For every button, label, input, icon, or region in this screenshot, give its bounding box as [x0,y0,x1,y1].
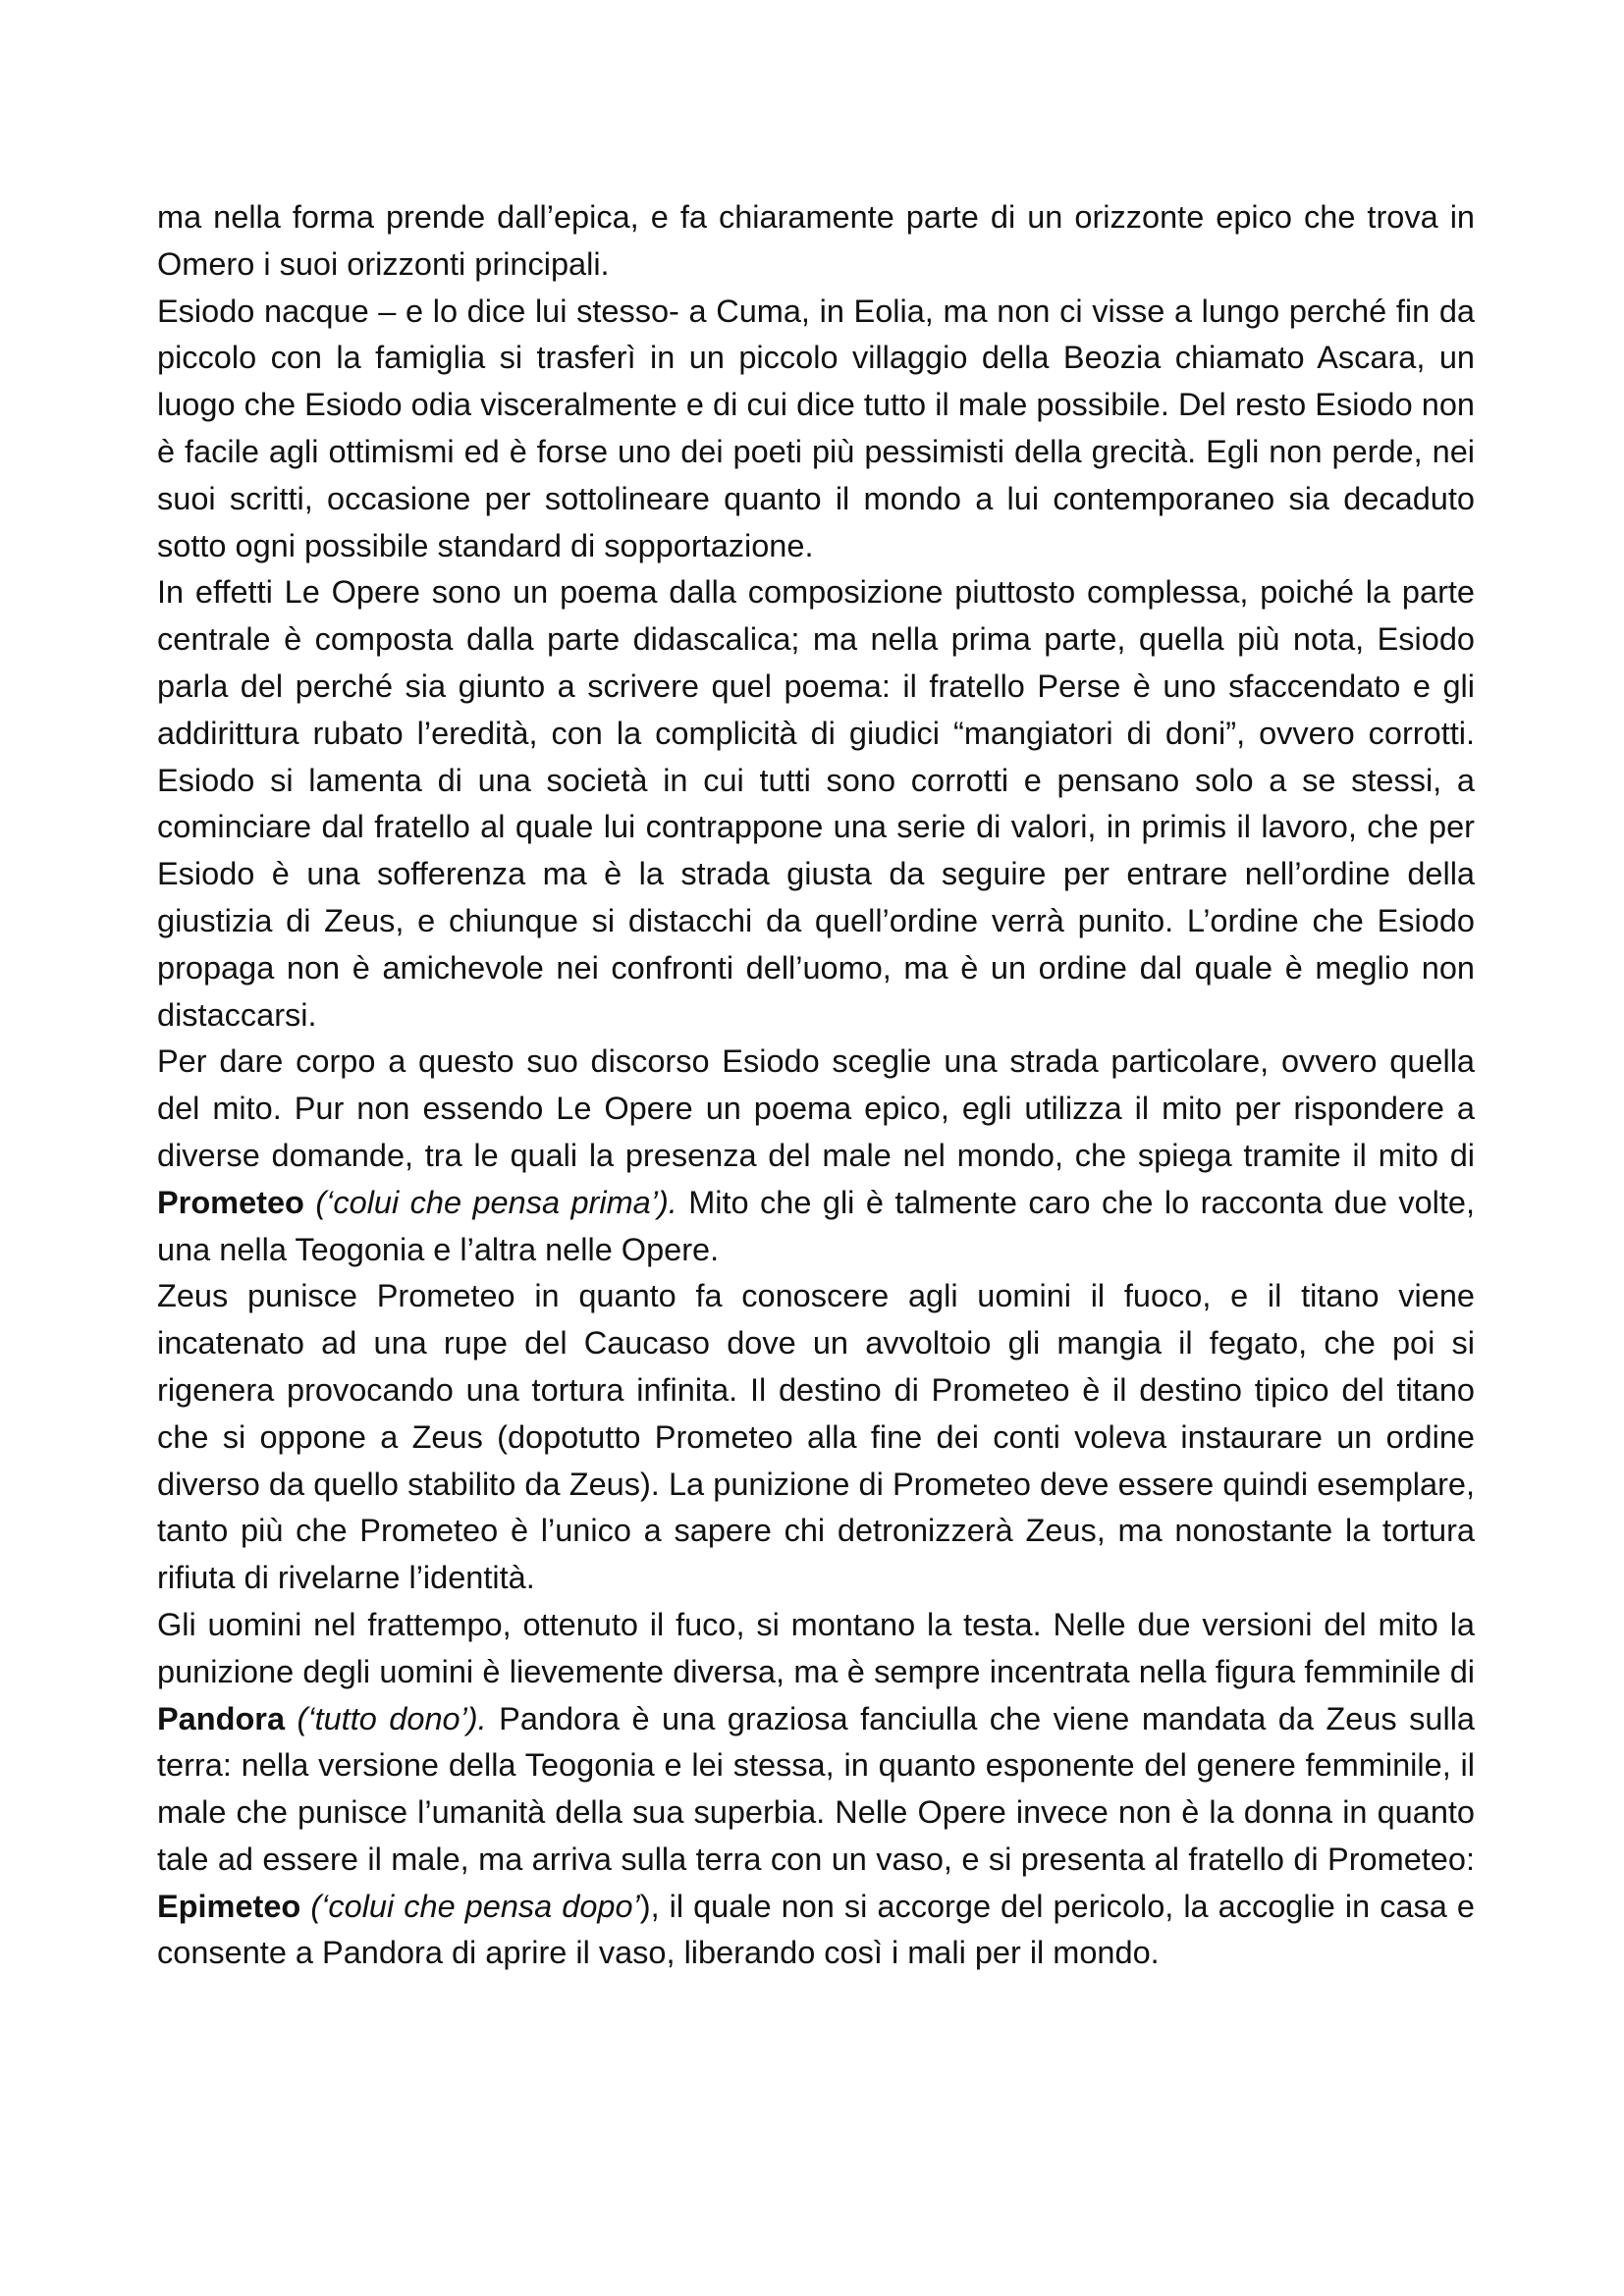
paragraph-pandora [157,1602,1475,1977]
space [304,1185,315,1220]
gloss-prometeo: (‘colui che pensa prima’). [315,1184,677,1220]
document-page [157,194,1475,1977]
paragraph-text: Esiodo nacque – e lo dice lui stesso- a Cuma, in Eolia, ma non ci visse a lungo perché fin da piccolo con la famiglia si trasferì in un piccolo villaggio della Beozia chiamato Ascara, un luogo che Esiodo odia visceralmente e di cui dice tutto il male possibile. Del resto Esiodo non è facile agli ottimismi ed è forse uno dei poeti più pessimisti della grecità. Egli non perde, nei suoi scritti, occasione per sottolineare quanto il mondo a lui contemporaneo sia decaduto sotto ogni possibile standard di sopportazione. [157,293,1475,563]
term-prometeo: Prometeo [157,1184,304,1220]
paragraph-text: Pandora è una graziosa fanciulla che viene mandata da Zeus sulla terra: nella versione della Teogonia e lei stessa, in quanto esponente del genere femminile, il male che punisce l’umanità della sua superbia. Nelle Opere invece non è la donna in quanto tale ad essere il male, ma arriva sulla terra con un vaso, e si presenta al fratello di Prometeo: [157,1700,1476,1877]
gloss-epimeteo: (‘colui che pensa dopo’ [310,1888,640,1924]
term-epimeteo: Epimeteo [157,1888,301,1924]
paragraph-esiodo-origins [157,289,1475,570]
paragraph-zeus-punisce [157,1273,1475,1602]
paragraph-text: Per dare corpo a questo suo discorso Esiodo sceglie una strada particolare, ovvero quella del mito. Pur non essendo Le Opere un poema epico, egli utilizza il mito per rispondere a diverse domande, tra le quali la presenza del male nel mondo, che spiega tramite il mito di [157,1043,1475,1173]
paragraph-text: In effetti Le Opere sono un poema dalla composizione piuttosto complessa, poiché la parte centrale è composta dalla parte didascalica; ma nella prima parte, quella più nota, Esiodo parla del perché sia giunto a scrivere quel poema: il fratello Perse è uno sfaccendato e gli addirittura rubato l’eredità, con la complicità di giudici “mangiatori di doni”, ovvero corrotti. Esiodo si lamenta di una società in cui tutti sono corrotti e pensano solo a se stessi, a cominciare dal fratello al quale lui contrappone una serie di valori, in primis il lavoro, che per Esiodo è una sofferenza ma è la strada giusta da seguire per entrare nell’ordine della giustizia di Zeus, e chiunque si distacchi da quell’ordine verrà punito. L’ordine che Esiodo propaga non è amichevole nei confronti dell’uomo, ma è un ordine dal quale è meglio non distaccarsi. [157,574,1475,1033]
paragraph-intro [157,194,1475,289]
gloss-pandora: (‘tutto dono’). [297,1700,487,1736]
paragraph-le-opere [157,569,1475,1039]
paragraph-text: Zeus punisce Prometeo in quanto fa conoscere agli uomini il fuoco, e il titano viene incatenato ad una rupe del Caucaso dove un avvoltoio gli mangia il fegato, che poi si rigenera provocando una tortura infinita. Il destino di Prometeo è il destino tipico del titano che si oppone a Zeus (dopotutto Prometeo alla fine dei conti voleva instaurare un ordine diverso da quello stabilito da Zeus). La punizione di Prometeo deve essere quindi esemplare, tanto più che Prometeo è l’unico a sapere chi detronizzerà Zeus, ma nonostante la tortura rifiuta di rivelarne l’identità. [157,1278,1475,1596]
paragraph-text: Mito che gli è talmente caro che lo racconta due volte, una nella Teogonia e l’altra nelle Opere. [157,1184,1476,1267]
space [285,1701,297,1736]
term-pandora: Pandora [157,1700,286,1736]
paragraph-text: ma nella forma prende dall’epica, e fa chiaramente parte di un orizzonte epico che trova in Omero i suoi orizzonti principali. [157,199,1475,282]
paragraph-text: ), il quale non si accorge del pericolo, la accoglie in casa e consente a Pandora di aprire il vaso, liberando così i mali per il mondo. [157,1888,1475,1971]
space [300,1889,310,1924]
paragraph-text: Gli uomini nel frattempo, ottenuto il fuco, si montano la testa. Nelle due versioni del mito la punizione degli uomini è lievemente diversa, ma è sempre incentrata nella figura femminile di [157,1606,1475,1689]
paragraph-mito [157,1039,1475,1273]
